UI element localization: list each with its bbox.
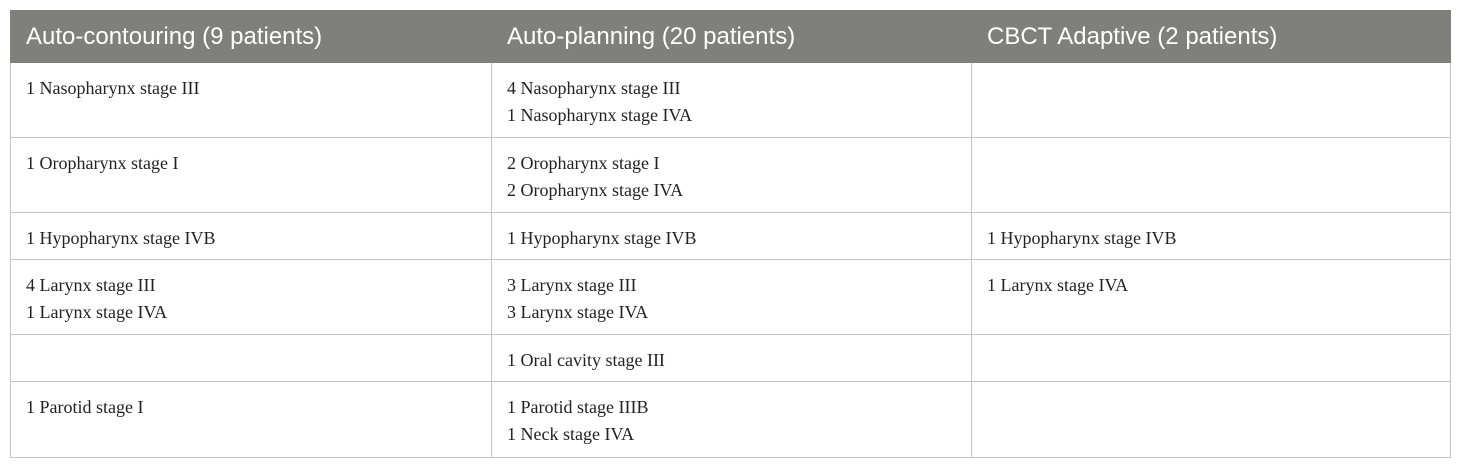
- cell-line: 4 Larynx stage III: [26, 275, 156, 295]
- table-cell: [11, 138, 492, 213]
- cell-line: 3 Larynx stage IVA: [507, 302, 649, 322]
- table-row-hypopharynx: [11, 213, 1451, 260]
- cell-line: 1 Hypopharynx stage IVB: [26, 228, 216, 248]
- table-cell: [972, 260, 1451, 335]
- table-cell: [492, 213, 972, 260]
- cell-line: 1 Parotid stage I: [26, 397, 144, 417]
- cell-line: 1 Hypopharynx stage IVB: [507, 228, 697, 248]
- table-cell-empty: [972, 138, 1451, 213]
- table-cell: [492, 382, 972, 458]
- table-cell: [11, 63, 492, 138]
- table-cell: [11, 382, 492, 458]
- patient-cohort-table: [10, 10, 1451, 458]
- cell-line: 3 Larynx stage III: [507, 275, 637, 295]
- header-auto-contouring: Auto-contouring (9 patients): [11, 11, 492, 63]
- table-cell-empty: [11, 335, 492, 382]
- cell-line: 1 Parotid stage IIIB: [507, 397, 649, 417]
- cell-line: 1 Larynx stage IVA: [987, 275, 1129, 295]
- cell-line: 4 Nasopharynx stage III: [507, 78, 681, 98]
- table-row-larynx: [11, 260, 1451, 335]
- patient-cohort-table-container: [10, 10, 1450, 458]
- table-cell: [11, 260, 492, 335]
- table-row-oral-cavity: [11, 335, 1451, 382]
- table-cell: [11, 213, 492, 260]
- table-cell: [972, 213, 1451, 260]
- cell-line: 1 Oropharynx stage I: [26, 153, 179, 173]
- table-cell-empty: [972, 63, 1451, 138]
- table-row-nasopharynx: [11, 63, 1451, 138]
- cell-line: 1 Neck stage IVA: [507, 424, 635, 444]
- header-row: [11, 11, 1451, 63]
- cell-line: 1 Nasopharynx stage III: [26, 78, 200, 98]
- table-row-oropharynx: [11, 138, 1451, 213]
- table-cell: [492, 260, 972, 335]
- cell-line: 1 Hypopharynx stage IVB: [987, 228, 1177, 248]
- cell-line: 1 Oral cavity stage III: [507, 350, 665, 370]
- cell-line: 1 Larynx stage IVA: [26, 302, 168, 322]
- table-cell: [492, 335, 972, 382]
- table-cell: [492, 63, 972, 138]
- header-cbct-adaptive: CBCT Adaptive (2 patients): [972, 11, 1451, 63]
- cell-line: 2 Oropharynx stage IVA: [507, 180, 684, 200]
- table-cell-empty: [972, 335, 1451, 382]
- table-header: [11, 11, 1451, 63]
- table-row-parotid-neck: [11, 382, 1451, 458]
- table-body: [11, 63, 1451, 458]
- table-cell: [492, 138, 972, 213]
- table-cell-empty: [972, 382, 1451, 458]
- header-auto-planning: Auto-planning (20 patients): [492, 11, 972, 63]
- cell-line: 1 Nasopharynx stage IVA: [507, 105, 693, 125]
- cell-line: 2 Oropharynx stage I: [507, 153, 660, 173]
